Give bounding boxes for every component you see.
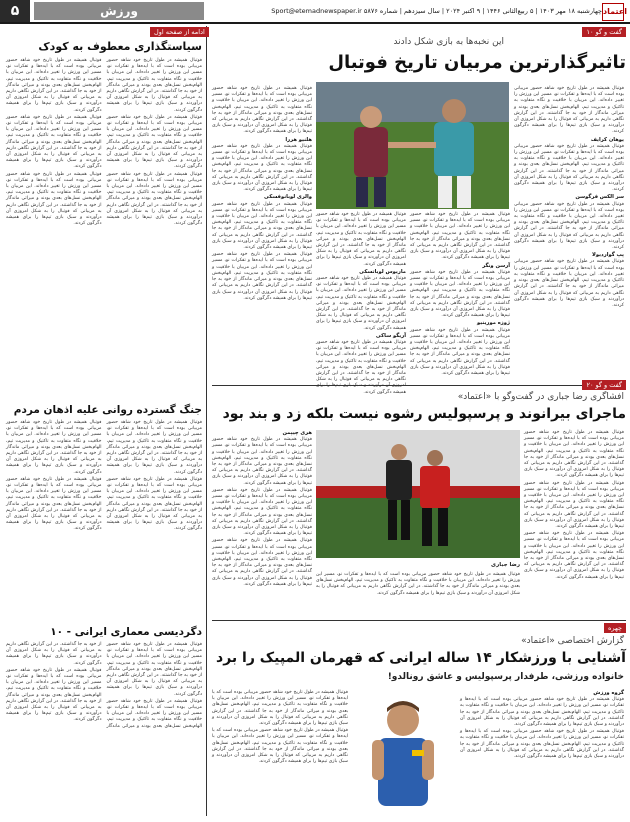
sidebar-body: فوتبال همیشه در طول تاریخ خود شاهد حضور مربیانی بوده است که با ایده‌ها و تفکرات نو، مسیر این ورزش را تغییر داده‌اند. این مربیان با خلاقیت و نگاه متفاوت به تاکتیک و مدیریت تیم، الهام‌بخش نسل‌های بعدی بودند و میراثی ماندگار از خود به جا گذاشتند. در این گزارش نگاهی داریم به مربیانی که فوتبال را به شکل امروزی آن درآوردند و سبک بازی تیم‌ها را برای همیشه دگرگون کردند. bbox=[106, 171, 202, 227]
story2-body: فوتبال همیشه در طول تاریخ خود شاهد حضور مربیانی بوده است که با ایده‌ها و تفکرات نو، مسیر این ورزش را تغییر داده‌اند. این مربیان با خلاقیت و نگاه متفاوت به تاکتیک و مدیریت تیم، الهام‌بخش نسل‌های بعدی بودند و میراثی ماندگار از خود به جا گذاشتند. در این گزارش نگاهی داریم به مربیانی که فوتبال را به شکل امروزی آن درآوردند و سبک بازی تیم‌ها را برای همیشه دگرگون کردند. bbox=[212, 487, 312, 537]
story1-kicker: این نخبه‌ها به بازی شکل دادند bbox=[393, 37, 504, 47]
player-photo-illustration bbox=[316, 430, 520, 558]
story3-body: فوتبال همیشه در طول تاریخ خود شاهد حضور مربیانی بوده است که با ایده‌ها و تفکرات نو، مسیر این ورزش را تغییر داده‌اند. این مربیان با خلاقیت و نگاه متفاوت به تاکتیک و مدیریت تیم، الهام‌بخش نسل‌های بعدی بودند و میراثی ماندگار از خود به جا گذاشتند. در این گزارش نگاهی داریم به مربیانی که فوتبال را به شکل امروزی آن درآوردند و سبک بازی تیم‌ها را برای همیشه دگرگون کردند. bbox=[212, 690, 348, 727]
story3-body: فوتبال همیشه در طول تاریخ خود شاهد حضور مربیانی بوده است که با ایده‌ها و تفکرات نو، مسیر این ورزش را تغییر داده‌اند. این مربیان با خلاقیت و نگاه متفاوت به تاکتیک و مدیریت تیم، الهام‌بخش نسل‌های بعدی بودند و میراثی ماندگار از خود به جا گذاشتند. در این گزارش نگاهی داریم به مربیانی که فوتبال را به شکل امروزی آن درآوردند و سبک بازی تیم‌ها را برای همیشه دگرگون کردند. bbox=[460, 729, 624, 760]
story1-body: فوتبال همیشه در طول تاریخ خود شاهد حضور مربیانی بوده است که با ایده‌ها و تفکرات نو، مسیر این ورزش را تغییر داده‌اند. این مربیان با خلاقیت و نگاه متفاوت به تاکتیک و مدیریت تیم، الهام‌بخش نسل‌های بعدی بودند و میراثی ماندگار از خود به جا گذاشتند. در این گزارش نگاهی داریم به مربیانی که فوتبال را به شکل امروزی آن درآوردند و سبک بازی تیم‌ها را برای همیشه دگرگون کردند. bbox=[410, 327, 510, 377]
sidebar-body: فوتبال همیشه در طول تاریخ خود شاهد حضور مربیانی بوده است که با ایده‌ها و تفکرات نو، مسیر این ورزش را تغییر داده‌اند. این مربیان با خلاقیت و نگاه متفاوت به تاکتیک و مدیریت تیم، الهام‌بخش نسل‌های بعدی بودند و میراثی ماندگار از خود به جا گذاشتند. در این گزارش نگاهی داریم به مربیانی که فوتبال را به شکل امروزی آن درآوردند و سبک بازی تیم‌ها را برای همیشه دگرگون کردند. bbox=[106, 58, 202, 113]
sidebar-body: فوتبال همیشه در طول تاریخ خود شاهد حضور مربیانی بوده است که با ایده‌ها و تفکرات نو، مسیر این ورزش را تغییر داده‌اند. این مربیان با خلاقیت و نگاه متفاوت به تاکتیک و مدیریت تیم، الهام‌بخش نسل‌های بعدی بودند و میراثی ماندگار از خود به جا گذاشتند. در این گزارش نگاهی داریم به مربیانی که فوتبال را به شکل امروزی آن درآوردند و سبک بازی تیم‌ها را برای همیشه دگرگون کردند. bbox=[6, 114, 102, 170]
masthead-info: چهارشنبه ۱۸ مهر ۱۴۰۳ | ۵ ربیع‌الثانی ۱۴۴۶ | ۹ اکتبر ۲۰۲۴ | سال سیزدهم | شماره ۵۸۷۶ Sport@etemadnewspaper.ir bbox=[271, 7, 602, 15]
story1-subhead-4: آرسن ونگر bbox=[482, 262, 510, 269]
tag-middle: گفت و گو ۲۰ bbox=[582, 380, 626, 390]
story2-body: فوتبال همیشه در طول تاریخ خود شاهد حضور مربیانی بوده است که با ایده‌ها و تفکرات نو، مسیر این ورزش را تغییر داده‌اند. این مربیان با خلاقیت و نگاه متفاوت به تاکتیک و مدیریت تیم، الهام‌بخش نسل‌های بعدی بودند و میراثی ماندگار از خود به جا گذاشتند. در این گزارش نگاهی داریم به مربیانی که فوتبال را به شکل امروزی آن درآوردند و سبک بازی تیم‌ها را برای همیشه دگرگون کردند. bbox=[524, 531, 624, 580]
story1-body: فوتبال همیشه در طول تاریخ خود شاهد حضور مربیانی بوده است که با ایده‌ها و تفکرات نو، مسیر این ورزش را تغییر داده‌اند. این مربیان با خلاقیت و نگاه متفاوت به تاکتیک و مدیریت تیم، الهام‌بخش نسل‌های بعدی بودند و میراثی ماندگار از خود به جا گذاشتند. در این گزارش نگاهی داریم به مربیانی که فوتبال را به شکل امروزی آن درآوردند و سبک بازی تیم‌ها را برای همیشه دگرگون کردند. bbox=[514, 86, 624, 135]
sidebar-article2-title: جنگ گسترده روانی علیه اذهان مردم bbox=[13, 404, 202, 416]
masthead-bar bbox=[0, 0, 630, 24]
story1-body: فوتبال همیشه در طول تاریخ خود شاهد حضور مربیانی بوده است که با ایده‌ها و تفکرات نو، مسیر این ورزش را تغییر داده‌اند. این مربیان با خلاقیت و نگاه متفاوت به تاکتیک و مدیریت تیم، الهام‌بخش نسل‌های بعدی بودند و میراثی ماندگار از خود به جا گذاشتند. در این گزارش نگاهی داریم به مربیانی که فوتبال را به شکل امروزی آن درآوردند و سبک بازی تیم‌ها را برای همیشه دگرگون کردند. bbox=[212, 201, 312, 251]
story1-body: فوتبال همیشه در طول تاریخ خود شاهد حضور مربیانی بوده است که با ایده‌ها و تفکرات نو، مسیر این ورزش را تغییر داده‌اند. این مربیان با خلاقیت و نگاه متفاوت به تاکتیک و مدیریت تیم، الهام‌بخش نسل‌های بعدی بودند و میراثی ماندگار از خود به جا گذاشتند. در این گزارش نگاهی داریم به مربیانی که فوتبال را به شکل امروزی آن درآوردند و سبک بازی تیم‌ها را برای همیشه دگرگون کردند. bbox=[410, 212, 510, 261]
story1-subhead-1: یوهان کرایف bbox=[590, 136, 624, 143]
sidebar-body: فوتبال همیشه در طول تاریخ خود شاهد حضور مربیانی بوده است که با ایده‌ها و تفکرات نو، مسیر این ورزش را تغییر داده‌اند. این مربیان با خلاقیت و نگاه متفاوت به تاکتیک و مدیریت تیم، الهام‌بخش نسل‌های بعدی بودند و میراثی ماندگار از خود به جا گذاشتند. در این گزارش نگاهی داریم به مربیانی که فوتبال را به شکل امروزی آن درآوردند و سبک بازی تیم‌ها را برای همیشه دگرگون کردند. bbox=[6, 58, 102, 113]
story3-column-right bbox=[460, 690, 624, 816]
story3-column-left bbox=[212, 690, 348, 816]
story1-subhead-9: والری لوبانوفسکی bbox=[264, 194, 312, 201]
story1-column-right bbox=[514, 86, 624, 381]
sidebar-separator bbox=[206, 26, 207, 816]
story1-body: فوتبال همیشه در طول تاریخ خود شاهد حضور مربیانی بوده است که با ایده‌ها و تفکرات نو، مسیر این ورزش را تغییر داده‌اند. این مربیان با خلاقیت و نگاه متفاوت به تاکتیک و مدیریت تیم، الهام‌بخش نسل‌های بعدی بودند و میراثی ماندگار از خود به جا گذاشتند. در این گزارش نگاهی داریم به مربیانی که فوتبال را به شکل امروزی آن درآوردند و سبک بازی تیم‌ها را برای همیشه دگرگون کردند. bbox=[410, 269, 510, 319]
story2-column-right bbox=[524, 430, 624, 616]
story1-body: فوتبال همیشه در طول تاریخ خود شاهد حضور مربیانی بوده است که با ایده‌ها و تفکرات نو، مسیر این ورزش را تغییر داده‌اند. این مربیان با خلاقیت و نگاه متفاوت به تاکتیک و مدیریت تیم، الهام‌بخش نسل‌های بعدی بودند و میراثی ماندگار از خود به جا گذاشتند. در این گزارش نگاهی داریم به مربیانی که فوتبال را به شکل امروزی آن درآوردند و سبک بازی تیم‌ها را برای همیشه دگرگون کردند. bbox=[514, 201, 624, 251]
sidebar-article1-body bbox=[6, 58, 202, 398]
sidebar-body: فوتبال همیشه در طول تاریخ خود شاهد حضور مربیانی بوده است که با ایده‌ها و تفکرات نو، مسیر این ورزش را تغییر داده‌اند. این مربیان با خلاقیت و نگاه متفاوت به تاکتیک و مدیریت تیم، الهام‌بخش نسل‌های بعدی بودند و میراثی ماندگار از خود به جا گذاشتند. در این گزارش نگاهی داریم به مربیانی که فوتبال را به شکل امروزی آن درآوردند و سبک بازی تیم‌ها را برای همیشه دگرگون کردند. bbox=[6, 476, 102, 532]
section-label: ورزش bbox=[34, 2, 204, 20]
page-number: ۵ bbox=[0, 0, 30, 22]
story1-subhead-7: آریگو ساکی bbox=[375, 332, 406, 339]
story3-kicker: گزارش اختصاصی «اعتماد» bbox=[521, 636, 624, 646]
story1-subhead-2: سر الکس فرگوسن bbox=[575, 194, 624, 201]
story3-body: فوتبال همیشه در طول تاریخ خود شاهد حضور مربیانی بوده است که با ایده‌ها و تفکرات نو، مسیر این ورزش را تغییر داده‌اند. این مربیان با خلاقیت و نگاه متفاوت به تاکتیک و مدیریت تیم، الهام‌بخش نسل‌های بعدی بودند و میراثی ماندگار از خود به جا گذاشتند. در این گزارش نگاهی داریم به مربیانی که فوتبال را به شکل امروزی آن درآوردند و سبک بازی تیم‌ها را برای همیشه دگرگون کردند. bbox=[212, 728, 348, 765]
story2-body: فوتبال همیشه در طول تاریخ خود شاهد حضور مربیانی بوده است که با ایده‌ها و تفکرات نو، مسیر این ورزش را تغییر داده‌اند. این مربیان با خلاقیت و نگاه متفاوت به تاکتیک و مدیریت تیم، الهام‌بخش نسل‌های بعدی بودند و میراثی ماندگار از خود به جا گذاشتند. در این گزارش نگاهی داریم به مربیانی که فوتبال را به شکل امروزی آن درآوردند و سبک بازی تیم‌ها را برای همیشه دگرگون کردند. bbox=[212, 437, 312, 486]
story3-section-label: گروه ورزش bbox=[593, 690, 624, 696]
divider bbox=[212, 385, 626, 386]
story2-column-left bbox=[212, 430, 312, 616]
story1-subhead-6: ماریوس لوباتسکی bbox=[359, 268, 406, 275]
sidebar-body: فوتبال همیشه در طول تاریخ خود شاهد حضور مربیانی بوده است که با ایده‌ها و تفکرات نو، مسیر این ورزش را تغییر داده‌اند. این مربیان با خلاقیت و نگاه متفاوت به تاکتیک و مدیریت تیم، الهام‌بخش نسل‌های بعدی بودند و میراثی ماندگار از خود به جا گذاشتند. در این گزارش نگاهی داریم به مربیانی که فوتبال را به شکل امروزی آن درآوردند و سبک بازی تیم‌ها را برای همیشه دگرگون کردند. bbox=[106, 642, 202, 697]
sidebar-article3-title: دگردیسی معماری ایرانی - ۱۰ bbox=[50, 626, 202, 638]
story1-body: فوتبال همیشه در طول تاریخ خود شاهد حضور مربیانی بوده است که با ایده‌ها و تفکرات نو، مسیر این ورزش را تغییر داده‌اند. این مربیان با خلاقیت و نگاه متفاوت به تاکتیک و مدیریت تیم، الهام‌بخش نسل‌های بعدی بودند و میراثی ماندگار از خود به جا گذاشتند. در این گزارش نگاهی داریم به مربیانی که فوتبال را به شکل امروزی آن درآوردند و سبک بازی تیم‌ها را برای همیشه دگرگون کردند. bbox=[212, 252, 312, 301]
story1-body: فوتبال همیشه در طول تاریخ خود شاهد حضور مربیانی بوده است که با ایده‌ها و تفکرات نو، مسیر این ورزش را تغییر داده‌اند. این مربیان با خلاقیت و نگاه متفاوت به تاکتیک و مدیریت تیم، الهام‌بخش نسل‌های بعدی بودند و میراثی ماندگار از خود به جا گذاشتند. در این گزارش نگاهی داریم به مربیانی که فوتبال را به شکل امروزی آن درآوردند و سبک بازی تیم‌ها را برای همیشه دگرگون کردند. bbox=[514, 259, 624, 308]
story1-column-mid bbox=[410, 212, 510, 382]
story1-body: فوتبال همیشه در طول تاریخ خود شاهد حضور مربیانی بوده است که با ایده‌ها و تفکرات نو، مسیر این ورزش را تغییر داده‌اند. این مربیان با خلاقیت و نگاه متفاوت به تاکتیک و مدیریت تیم، الهام‌بخش نسل‌های بعدی بودند و میراثی ماندگار از خود به جا گذاشتند. در این گزارش نگاهی داریم به مربیانی که فوتبال را به شکل همیشه دگرگون کردند. bbox=[316, 340, 406, 395]
story2-headline: ماجرای بیرانوند و پرسپولیس رشوه نیست بلکه زد و بند بود bbox=[222, 406, 626, 422]
tag-left-top: ادامه از صفحه اول bbox=[150, 27, 209, 37]
sidebar-body: فوتبال همیشه در طول تاریخ خود شاهد حضور مربیانی بوده است که با ایده‌ها و تفکرات نو، مسیر این ورزش را تغییر داده‌اند. این مربیان با خلاقیت و نگاه متفاوت به تاکتیک و مدیریت تیم، الهام‌بخش نسل‌های بعدی بودند و میراثی ماندگار از خود به جا گذاشتند. در این گزارش نگاهی داریم به مربیانی که فوتبال را به شکل امروزی آن درآوردند و سبک بازی تیم‌ها را برای همیشه دگرگون کردند. bbox=[106, 476, 202, 532]
story2-kicker: افشاگری رضا جباری در گفت‌وگو با «اعتماد» bbox=[457, 392, 624, 402]
sidebar-article1-title: سیاستگذاری معطوف به کودک bbox=[38, 40, 202, 53]
story2-subhead: هری چیپمن bbox=[282, 430, 312, 436]
story1-subhead-3: پپ گواردیولا bbox=[591, 252, 624, 259]
story3-body: فوتبال همیشه در طول تاریخ خود شاهد حضور مربیانی بوده است که با ایده‌ها و تفکرات نو، مسیر این ورزش را تغییر داده‌اند. این مربیان با خلاقیت و نگاه متفاوت به تاکتیک و مدیریت تیم، الهام‌بخش نسل‌های بعدی بودند و میراثی ماندگار از خود به جا گذاشتند. در این گزارش نگاهی داریم به مربیانی که فوتبال را به شکل امروزی آن درآوردند و سبک بازی تیم‌ها را برای همیشه دگرگون کردند. bbox=[460, 697, 624, 728]
sidebar-body: فوتبال همیشه در طول تاریخ خود شاهد حضور مربیانی بوده است که با ایده‌ها و تفکرات نو، مسیر این ورزش را تغییر داده‌اند. این مربیان با خلاقیت و نگاه متفاوت به تاکتیک و مدیریت تیم، الهام‌بخش نسل‌های بعدی بودند و میراثی ماندگار از خود به جا گذاشتند. در این گزارش نگاهی داریم به مربیانی که فوتبال را به شکل امروزی آن درآوردند و سبک بازی تیم‌ها را برای همیشه دگرگون کردند. bbox=[6, 642, 202, 729]
story1-body: فوتبال همیشه در طول تاریخ خود شاهد حضور مربیانی بوده است که با ایده‌ها و تفکرات نو، مسیر این ورزش را تغییر داده‌اند. این مربیان با خلاقیت و نگاه متفاوت به تاکتیک و مدیریت تیم، الهام‌بخش نسل‌های بعدی بودند و میراثی ماندگار از خود به جا گذاشتند. در این گزارش نگاهی داریم به مربیانی که فوتبال را به شکل امروزی آن درآوردند و سبک بازی تیم‌ها را برای همیشه دگرگون کردند. bbox=[316, 212, 406, 267]
story2-column-bottom bbox=[316, 572, 520, 616]
story1-column-left bbox=[212, 86, 312, 382]
story3-subheadline: خانواده ورزشی، طرفدار پرسپولیس و عاشق رونالدو! bbox=[387, 672, 624, 682]
story1-subhead-8: هلنیو هررا bbox=[285, 136, 312, 143]
sidebar-body: فوتبال همیشه در طول تاریخ خود شاهد حضور مربیانی بوده است که با ایده‌ها و تفکرات نو، مسیر این ورزش را تغییر داده‌اند. این مربیان با خلاقیت و نگاه متفاوت به تاکتیک و مدیریت تیم، الهام‌بخش نسل‌های بعدی بودند و میراثی ماندگار از خود به جا گذاشتند. در این گزارش نگاهی داریم به مربیانی که فوتبال را به شکل امروزی آن درآوردند و سبک بازی تیم‌ها را برای همیشه دگرگون کردند. bbox=[6, 171, 102, 227]
tag-bottom: چهره bbox=[604, 623, 626, 633]
story1-body: فوتبال همیشه در طول تاریخ خود شاهد حضور مربیانی بوده است که با ایده‌ها و تفکرات نو، مسیر این ورزش را تغییر داده‌اند. این مربیان با خلاقیت و نگاه متفاوت به تاکتیک و مدیریت تیم، الهام‌بخش نسل‌های بعدی بودند و میراثی ماندگار از خود به جا گذاشتند. در این گزارش نگاهی داریم به مربیانی که فوتبال را به شکل امروزی آن درآوردند و سبک بازی تیم‌ها را برای همیشه دگرگون کردند. bbox=[212, 143, 312, 193]
divider bbox=[212, 620, 626, 621]
tag-top: گفت و گو ۱۰ bbox=[582, 27, 626, 37]
story2-photo bbox=[316, 430, 520, 558]
story3-photo bbox=[352, 690, 454, 818]
story2-body: فوتبال همیشه در طول تاریخ خود شاهد حضور مربیانی بوده است که با ایده‌ها و تفکرات نو، مسیر این ورزش را تغییر داده‌اند. این مربیان با خلاقیت و نگاه متفاوت به تاکتیک و مدیریت تیم، الهام‌بخش نسل‌های بعدی بودند و میراثی ماندگار از خود به جا گذاشتند. در این گزارش نگاهی داریم به مربیانی که فوتبال را به شکل امروزی آن درآوردند و سبک بازی تیم‌ها را برای همیشه دگرگون کردند. bbox=[316, 572, 520, 596]
story2-photo-caption: رضا جباری bbox=[491, 562, 520, 568]
story1-headline: تاثیرگذارترین مربیان تاریخ فوتبال bbox=[328, 52, 626, 73]
story1-body: فوتبال همیشه در طول تاریخ خود شاهد حضور مربیانی بوده است که با ایده‌ها و تفکرات نو، مسیر این ورزش را تغییر داده‌اند. این مربیان با خلاقیت و نگاه متفاوت به تاکتیک و مدیریت تیم، الهام‌بخش نسل‌های بعدی بودند و میراثی ماندگار از خود به جا گذاشتند. در این گزارش نگاهی داریم به مربیانی که فوتبال را به شکل امروزی آن درآوردند و سبک بازی تیم‌ها را برای همیشه دگرگون کردند. bbox=[212, 86, 312, 135]
sidebar-article3-body bbox=[6, 642, 202, 816]
story2-body: فوتبال همیشه در طول تاریخ خود شاهد حضور مربیانی بوده است که با ایده‌ها و تفکرات نو، مسیر این ورزش را تغییر داده‌اند. این مربیان با خلاقیت و نگاه متفاوت به تاکتیک و مدیریت تیم، الهام‌بخش نسل‌های بعدی بودند و میراثی ماندگار از خود به جا گذاشتند. در این گزارش نگاهی داریم به مربیانی که فوتبال را به شکل امروزی آن درآوردند و سبک بازی تیم‌ها را برای همیشه دگرگون کردند. bbox=[524, 480, 624, 530]
sidebar-body: فوتبال همیشه در طول تاریخ خود شاهد حضور مربیانی بوده است که با ایده‌ها و تفکرات نو، مسیر این ورزش را تغییر داده‌اند. این مربیان با خلاقیت و نگاه متفاوت به تاکتیک و مدیریت تیم، الهام‌بخش نسل‌های بعدی بودند و میراثی ماندگار از خود به جا گذاشتند. در این گزارش نگاهی داریم به مربیانی که فوتبال را به شکل امروزی آن درآوردند و سبک بازی تیم‌ها را برای همیشه دگرگون کردند. bbox=[106, 420, 202, 475]
sidebar-body: فوتبال همیشه در طول تاریخ خود شاهد حضور مربیانی بوده است که با ایده‌ها و تفکرات نو، مسیر این ورزش را تغییر داده‌اند. این مربیان با خلاقیت و نگاه متفاوت به تاکتیک و مدیریت تیم، الهام‌بخش نسل‌های بعدی بودند و میراثی ماندگار از خود به جا گذاشتند. در این گزارش نگاهی داریم به مربیانی که فوتبال را به شکل امروزی آن درآوردند و سبک بازی تیم‌ها را برای همیشه دگرگون کردند. bbox=[6, 667, 102, 723]
story1-subhead-5: ژوزه مورینیو bbox=[477, 320, 510, 327]
story1-column-mid2 bbox=[316, 212, 406, 395]
story3-headline: آشنایی با ورزشکار ۱۴ ساله ایرانی که قهرمان المپیک را برد bbox=[216, 650, 626, 666]
story1-photo bbox=[316, 82, 509, 209]
sidebar-body: فوتبال همیشه در طول تاریخ خود شاهد حضور مربیانی بوده است که با ایده‌ها و تفکرات نو، مسیر این ورزش را تغییر داده‌اند. این مربیان با خلاقیت و نگاه متفاوت به تاکتیک و مدیریت تیم، الهام‌بخش نسل‌های بعدی بودند و میراثی ماندگار از خود به جا گذاشتند. در این گزارش نگاهی داریم به مربیانی که فوتبال را به شکل امروزی آن درآوردند و سبک بازی تیم‌ها را برای همیشه دگرگون کردند. bbox=[106, 114, 202, 170]
story2-body: فوتبال همیشه در طول تاریخ خود شاهد حضور مربیانی بوده است که با ایده‌ها و تفکرات نو، مسیر این ورزش را تغییر داده‌اند. این مربیان با خلاقیت و نگاه متفاوت به تاکتیک و مدیریت تیم، الهام‌بخش نسل‌های بعدی بودند و میراثی ماندگار از خود به جا گذاشتند. در این گزارش نگاهی داریم به مربیانی که فوتبال را به شکل امروزی آن درآوردند و سبک بازی تیم‌ها را برای همیشه دگرگون کردند. bbox=[212, 538, 312, 587]
newspaper-logo: اعتماد bbox=[602, 3, 624, 21]
coaches-photo-illustration bbox=[316, 82, 509, 209]
story1-body: فوتبال همیشه در طول تاریخ خود شاهد حضور مربیانی بوده است که با ایده‌ها و تفکرات نو، مسیر این ورزش را تغییر داده‌اند. این مربیان با خلاقیت و نگاه متفاوت به تاکتیک و مدیریت تیم، الهام‌بخش نسل‌های بعدی بودند و میراثی ماندگار از خود به جا گذاشتند. در این گزارش نگاهی داریم به مربیانی که فوتبال را به شکل امروزی آن درآوردند و سبک بازی تیم‌ها را برای همیشه دگرگون کردند. bbox=[514, 143, 624, 193]
athlete-photo-illustration bbox=[352, 690, 454, 818]
story1-body: فوتبال همیشه در طول تاریخ خود شاهد حضور مربیانی بوده است که با ایده‌ها و تفکرات نو، مسیر این ورزش را تغییر داده‌اند. این مربیان با خلاقیت و نگاه متفاوت به تاکتیک و مدیریت تیم، الهام‌بخش نسل‌های بعدی بودند و میراثی ماندگار از خود به جا گذاشتند. در این گزارش نگاهی داریم به مربیانی که فوتبال را به شکل امروزی آن درآوردند و سبک بازی تیم‌ها را برای همیشه دگرگون کردند. bbox=[316, 276, 406, 331]
story2-body: فوتبال همیشه در طول تاریخ خود شاهد حضور مربیانی بوده است که با ایده‌ها و تفکرات نو، مسیر این ورزش را تغییر داده‌اند. این مربیان با خلاقیت و نگاه متفاوت به تاکتیک و مدیریت تیم، الهام‌بخش نسل‌های بعدی بودند و میراثی ماندگار از خود به جا گذاشتند. در این گزارش نگاهی داریم به مربیانی که فوتبال را به شکل امروزی آن درآوردند و سبک بازی تیم‌ها را برای همیشه دگرگون کردند. bbox=[524, 430, 624, 479]
sidebar-article2-body bbox=[6, 420, 202, 618]
sidebar-body: فوتبال همیشه در طول تاریخ خود شاهد حضور مربیانی بوده است که با ایده‌ها و تفکرات نو، مسیر این ورزش را تغییر داده‌اند. این مربیان با خلاقیت و نگاه متفاوت به تاکتیک و مدیریت تیم، الهام‌بخش نسل‌های بعدی بودند و میراثی ماندگار از خود به جا گذاشتند. در این گزارش نگاهی داریم به مربیانی که فوتبال را به شکل امروزی آن درآوردند و سبک بازی تیم‌ها را برای همیشه دگرگون کردند. bbox=[6, 420, 102, 475]
